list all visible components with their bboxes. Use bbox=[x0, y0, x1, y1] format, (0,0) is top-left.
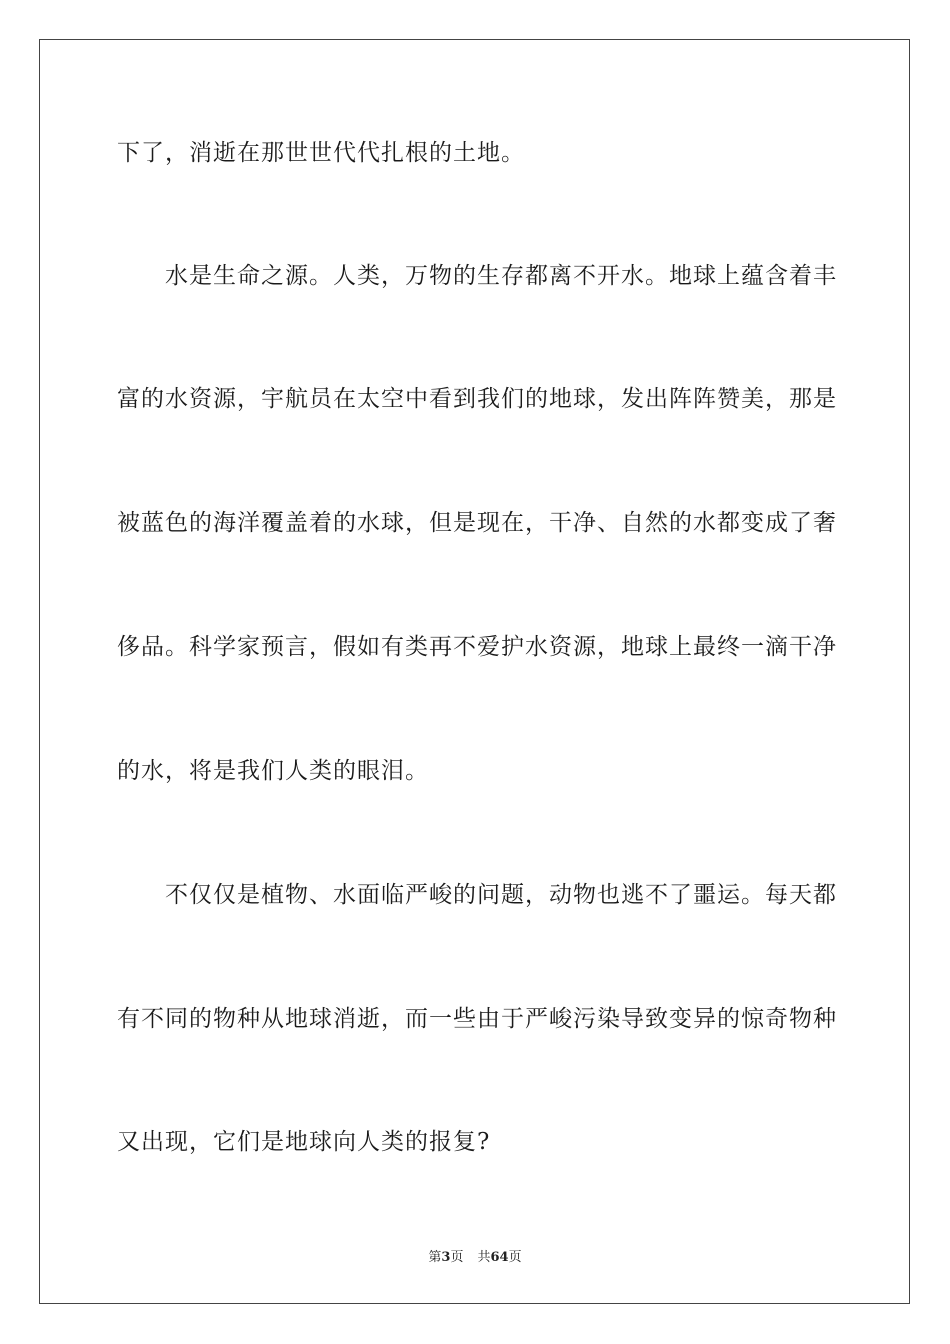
paragraph-line: 的水，将是我们人类的眼泪。 bbox=[117, 758, 429, 784]
paragraph-line: 水是生命之源。人类，万物的生存都离不开水。地球上蕴含着丰 bbox=[165, 263, 837, 289]
page-prefix: 第 bbox=[428, 1250, 442, 1265]
page-number: 3 bbox=[441, 1250, 451, 1265]
page-suffix: 页 bbox=[450, 1250, 464, 1265]
paragraph-line: 下了，消逝在那世世代代扎根的土地。 bbox=[117, 140, 525, 166]
total-prefix: 共 bbox=[477, 1250, 491, 1265]
paragraph-line: 又出现，它们是地球向人类的报复? bbox=[117, 1129, 491, 1155]
total-suffix: 页 bbox=[508, 1250, 522, 1265]
paragraph-line: 有不同的物种从地球消逝，而一些由于严峻污染导致变异的惊奇物种 bbox=[117, 1006, 837, 1032]
page-border bbox=[39, 39, 910, 1304]
page-footer bbox=[0, 1246, 950, 1265]
paragraph-line: 被蓝色的海洋覆盖着的水球，但是现在，干净、自然的水都变成了奢 bbox=[117, 510, 837, 536]
paragraph-line: 富的水资源，宇航员在太空中看到我们的地球，发出阵阵赞美，那是 bbox=[117, 386, 837, 412]
paragraph-line: 不仅仅是植物、水面临严峻的问题，动物也逃不了噩运。每天都 bbox=[165, 882, 837, 908]
total-pages: 64 bbox=[490, 1250, 509, 1265]
paragraph-line: 侈品。科学家预言，假如有类再不爱护水资源，地球上最终一滴干净 bbox=[117, 634, 837, 660]
